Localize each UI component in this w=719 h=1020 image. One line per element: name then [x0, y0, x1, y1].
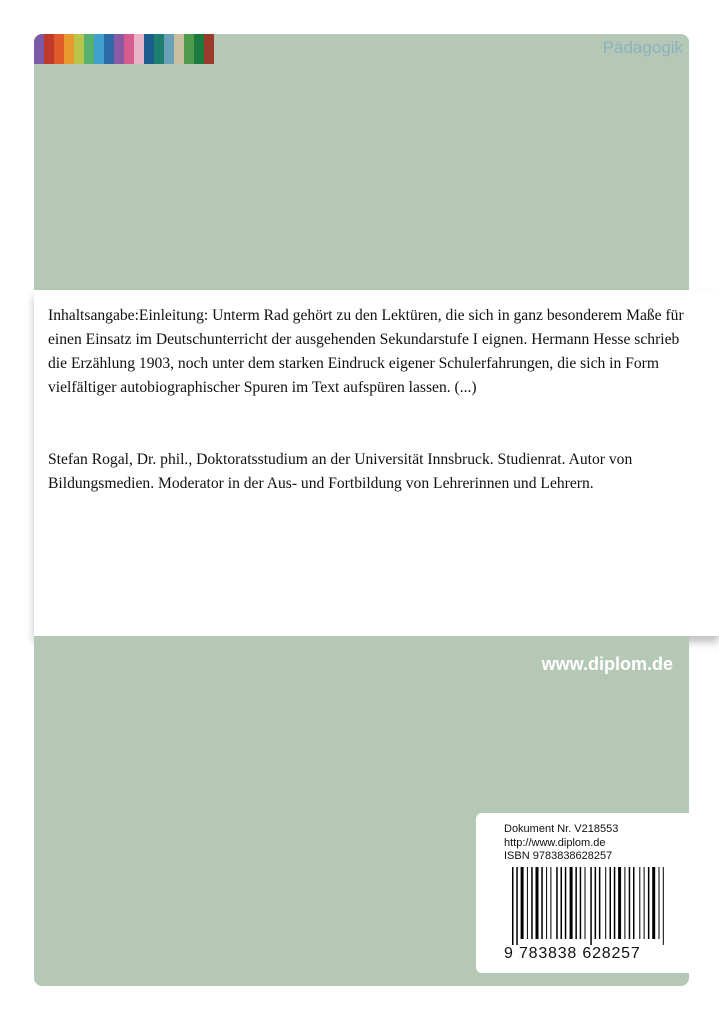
isbn-box: [476, 813, 689, 973]
color-stripe: [174, 34, 184, 64]
color-stripe: [134, 34, 144, 64]
color-stripe: [184, 34, 194, 64]
isbn-info: [504, 823, 618, 864]
color-stripes: [34, 34, 214, 64]
color-stripe: [204, 34, 214, 64]
author-bio-text: Stefan Rogal, Dr. phil., Doktoratsstudium an der Universität Innsbruck. Studienrat. Autor von Bildungsmedien. Moderator in der Aus- und Fortbildung von Lehrerinnen und Lehrern.: [48, 451, 633, 492]
color-stripe: [44, 34, 54, 64]
isbn-number: ISBN 9783838628257: [504, 850, 613, 862]
color-stripe: [84, 34, 94, 64]
blurb-text: Inhaltsangabe:Einleitung: Unterm Rad gehört zu den Lektüren, die sich in ganz besonderem Maße für einen Einsatz im Deutschunterricht der ausgehenden Sekundarstufe I eignen. Hermann Hesse schrieb die Erzählung 1903, noch unter dem starken Eindruck eigener Schulerfahrungen, die sich in Form vielfältiger autobiographischer Spuren im Text aufspüren lassen. (...): [48, 307, 684, 396]
color-stripe: [34, 34, 44, 64]
text-panel: [34, 290, 719, 636]
color-stripe: [104, 34, 114, 64]
category-label: Pädagogik: [602, 38, 683, 57]
barcode-image: [512, 867, 672, 945]
color-stripe: [94, 34, 104, 64]
color-stripe: [144, 34, 154, 64]
color-stripe: [194, 34, 204, 64]
color-stripe: [154, 34, 164, 64]
barcode-digits: 9 783838 628257: [504, 945, 641, 962]
publisher-url: www.diplom.de: [541, 654, 673, 674]
cover-top-panel: [34, 34, 689, 290]
publisher-link: http://www.diplom.de: [504, 836, 606, 849]
color-stripe: [124, 34, 134, 64]
color-stripe: [64, 34, 74, 64]
color-stripe: [54, 34, 64, 64]
color-stripe: [74, 34, 84, 64]
color-stripe: [164, 34, 174, 64]
document-number: Dokument Nr. V218553: [504, 823, 619, 835]
color-stripe: [114, 34, 124, 64]
